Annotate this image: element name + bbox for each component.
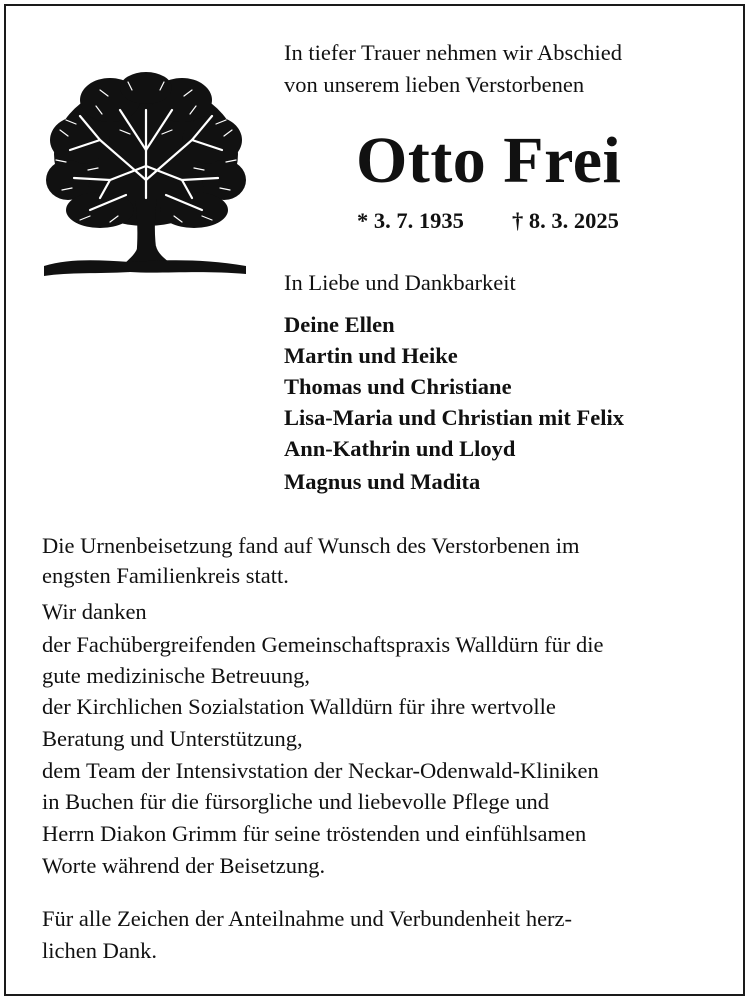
thanks-text-line: Herrn Diakon Grimm für seine tröstenden und einfühlsamen [42, 821, 587, 846]
dedication: In Liebe und Dankbarkeit [284, 270, 516, 295]
mourner-name: Deine Ellen [284, 312, 395, 337]
burial-text-line: Die Urnenbeisetzung fand auf Wunsch des Verstorbenen im [42, 533, 580, 558]
thanks-text-line: dem Team der Intensivstation der Neckar-Odenwald-Kliniken [42, 758, 599, 783]
death-date: † 8. 3. 2025 [512, 208, 619, 233]
mourner-name: Martin und Heike [284, 343, 458, 368]
mourner-name: Lisa-Maria und Christian mit Felix [284, 405, 625, 430]
thanks-text-line: der Fachübergreifenden Gemeinschaftspraxis Walldürn für die [42, 632, 604, 657]
deceased-name: Otto Frei [356, 124, 622, 197]
thanks-text-line: in Buchen für die fürsorgliche und liebevolle Pflege und [42, 789, 549, 814]
closing-text-line: lichen Dank. [42, 938, 157, 963]
intro-line: von unserem lieben Verstorbenen [284, 72, 585, 97]
thanks-text-line: Wir danken [42, 599, 147, 624]
burial-text-line: engsten Familienkreis statt. [42, 563, 289, 588]
mourner-name: Magnus und Madita [284, 469, 481, 494]
mourner-name: Thomas und Christiane [284, 374, 512, 399]
thanks-text-line: gute medizinische Betreuung, [42, 663, 311, 688]
birth-date: * 3. 7. 1935 [357, 208, 464, 233]
thanks-text-line: der Kirchlichen Sozialstation Walldürn für ihre wertvolle [42, 694, 556, 719]
mourner-name: Ann-Kathrin und Lloyd [284, 436, 516, 461]
closing-text-line: Für alle Zeichen der Anteilnahme und Verbundenheit herz- [42, 906, 573, 931]
tree-icon [40, 70, 252, 282]
thanks-text-line: Worte während der Beisetzung. [42, 853, 326, 878]
thanks-text-line: Beratung und Unterstützung, [42, 726, 303, 751]
intro-line: In tiefer Trauer nehmen wir Abschied [284, 40, 623, 65]
